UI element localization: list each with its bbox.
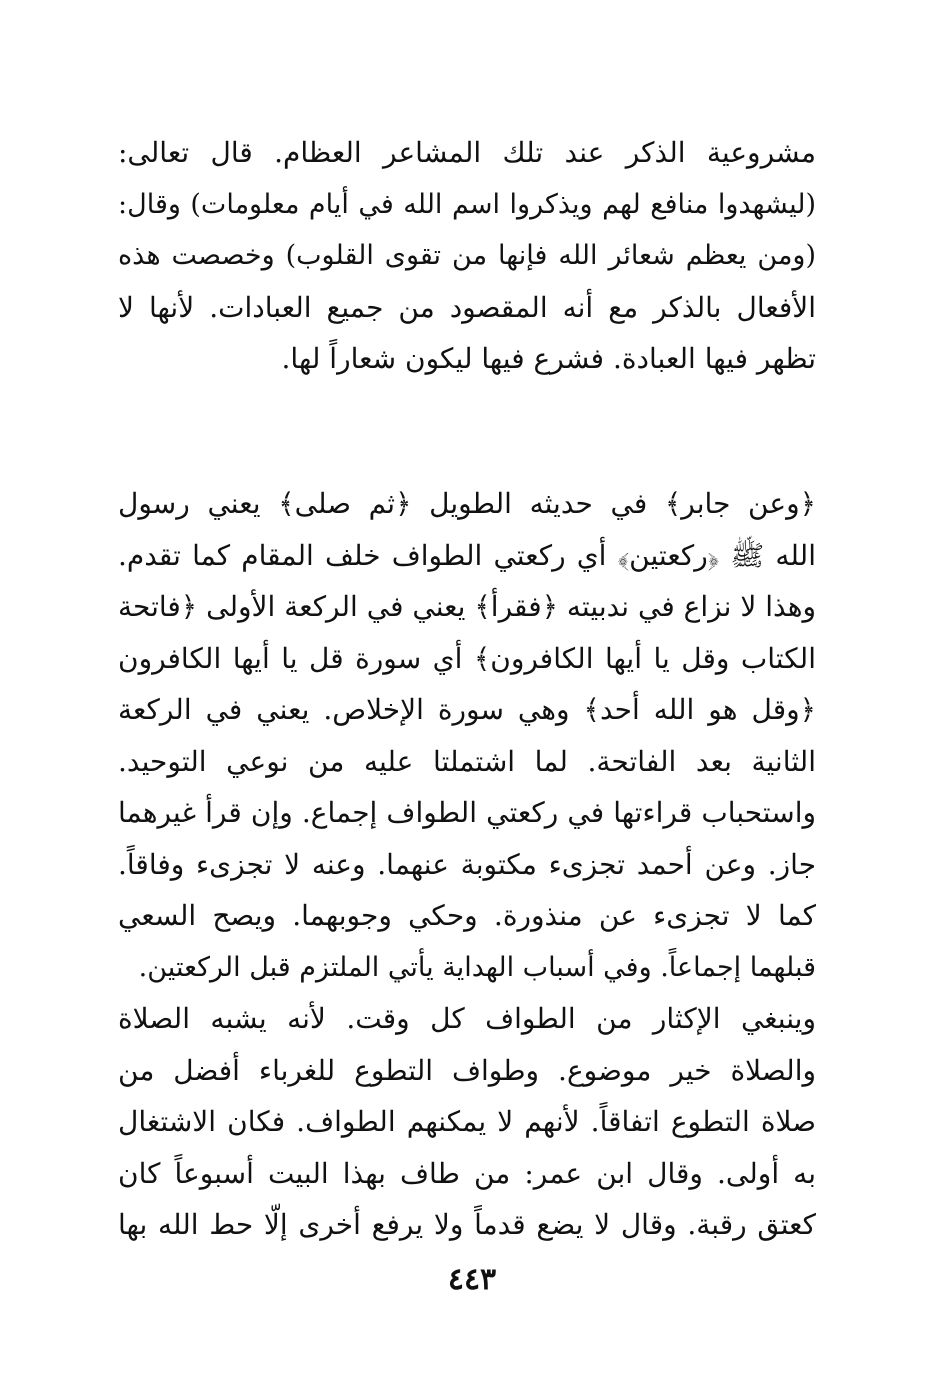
text-line: والصلاة خير موضوع. وطواف التطوع للغرباء أفضل من [118,1053,816,1087]
text-line: كعتق رقبة. وقال لا يضع قدماً ولا يرفع أخرى إلّا حط الله بها [118,1208,816,1241]
text-line: (ومن يعظم شعائر الله فإنها من تقوى القلوب) وخصصت هذه [118,240,816,271]
text-line: وهذا لا نزاع في ندبيته ﴿فقرأ﴾ يعني في الركعة الأولى ﴿فاتحة [118,590,816,623]
paragraph-1 [118,127,816,385]
page-number: ٤٤٣ [447,1262,497,1297]
text-line: ﴿وقل هو الله أحد﴾ وهي سورة الإخلاص. يعني في الركعة [118,693,816,726]
text-line: الثانية بعد الفاتحة. لما اشتملتا عليه من نوعي التوحيد. [118,744,816,778]
text-line: الله ﷺ ﴿ركعتين﴾ أي ركعتي الطواف خلف المقام كما تقدم. [118,538,816,572]
text-line: ﴿وعن جابر﴾ في حديثه الطويل ﴿ثم صلى﴾ يعني رسول [118,487,816,520]
text-line: به أولى. وقال ابن عمر: من طاف بهذا البيت أسبوعاً كان [118,1156,816,1190]
text-line: (ليشهدوا منافع لهم ويذكروا اسم الله في أيام معلومات) وقال: [118,188,816,220]
text-line: الأفعال بالذكر مع أنه المقصود من جميع العبادات. لأنها لا [118,290,816,324]
text-line: جاز. وعن أحمد تجزىء مكتوبة عنهما. وعنه لا تجزىء وفاقاً. [118,847,816,881]
text-line: كما لا تجزىء عن منذورة. وحكي وجوبهما. ويصح السعي [118,899,816,932]
text-line: صلاة التطوع اتفاقاً. لأنهم لا يمكنهم الطواف. فكان الاشتغال [118,1105,816,1138]
text-line: مشروعية الذكر عند تلك المشاعر العظام. قال تعالى: [118,136,816,169]
text-line: الكتاب وقل يا أيها الكافرون﴾ أي سورة قل يا أيها الكافرون [118,641,816,675]
text-line: وينبغي الإكثار من الطواف كل وقت. لأنه يشبه الصلاة [118,1002,816,1035]
text-line: قبلهما إجماعاً. وفي أسباب الهداية يأتي الملتزم قبل الركعتين. [138,951,816,983]
text-line: واستحباب قراءتها في ركعتي الطواف إجماع. وإن قرأ غيرهما [118,796,816,829]
paragraph-2 [118,478,816,1251]
text-line: تظهر فيها العبادة. فشرع فيها ليكون شعاراً لها. [281,342,816,375]
